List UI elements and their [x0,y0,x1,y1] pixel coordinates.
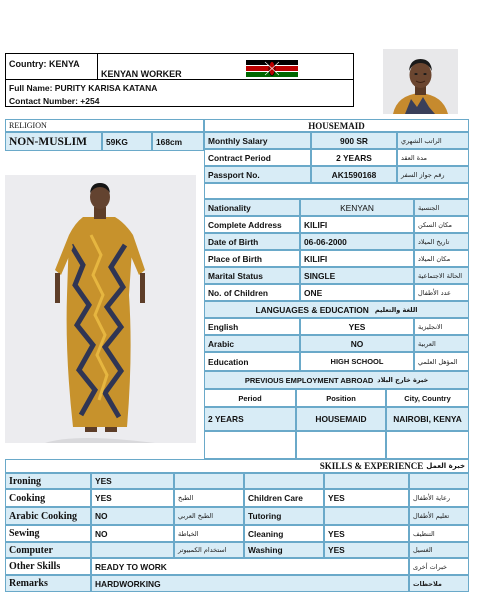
skill-arabic-cooking-label: Arabic Cooking [5,507,91,525]
skill-ironing-ar [174,473,244,489]
employment-empty-3 [386,431,469,459]
nationality-ar: الجنسية [414,199,469,216]
employment-header [204,371,469,389]
header-rule [5,106,354,107]
arabic-value: NO [300,335,414,352]
employment-title-ar: خبرة خارج البلاد [377,376,429,384]
skill-tutoring-label: Tutoring [244,507,324,525]
skill-row0-right-ar [409,473,469,489]
skill-washing-value: YES [324,542,409,558]
remarks-ar: ملاحظات [409,575,469,592]
skill-cooking-label: Cooking [5,489,91,507]
skill-computer-label: Computer [5,542,91,558]
kenya-flag-icon [246,60,298,77]
skill-ironing-label: Ironing [5,473,91,489]
employment-col-position: Position [296,389,386,407]
worker-type: KENYAN WORKER [101,69,182,79]
skill-childcare-ar: رعاية الأطفال [409,489,469,507]
other-skills-ar: خبرات أخرى [409,558,469,575]
salary-value: 900 SR [311,132,397,149]
address-value: KILIFI [300,216,414,233]
skill-childcare-label: Children Care [244,489,324,507]
nationality-value: KENYAN [300,199,414,216]
skills-header [5,459,469,473]
skill-row0-right-label [244,473,324,489]
lang-edu-title: LANGUAGES & EDUCATION [255,304,369,315]
skill-computer-value [91,542,174,558]
marital-ar: الحالة الاجتماعية [414,267,469,284]
header-divider [5,79,354,80]
skill-computer-ar: استخدام الكمبيوتر [174,542,244,558]
employment-title: PREVIOUS EMPLOYMENT ABROAD [244,375,374,385]
pob-label: Place of Birth [204,250,300,267]
employment-col-city: City, Country [386,389,469,407]
other-skills-value: READY TO WORK [91,558,409,575]
spacer-row [204,183,469,199]
employment-period: 2 YEARS [204,407,296,431]
skill-ironing-value: YES [91,473,174,489]
skill-washing-label: Washing [244,542,324,558]
skill-cooking-ar: الطبخ [174,489,244,507]
passport-value: AK1590168 [311,166,397,183]
country-label: Country: KENYA [9,59,80,69]
skill-washing-ar: الغسيل [409,542,469,558]
salary-label: Monthly Salary [204,132,311,149]
skill-cooking-value: YES [91,489,174,507]
skill-arabic-cooking-value: NO [91,507,174,525]
employment-col-period: Period [204,389,296,407]
lang-edu-header [204,301,469,318]
education-label: Education [204,352,300,371]
contract-value: 2 YEARS [311,149,397,166]
full-name: Full Name: PURITY KARISA KATANA [9,83,158,93]
lang-edu-title-ar: اللغة والتعليم [374,305,418,314]
employment-position: HOUSEMAID [296,407,386,431]
arabic-ar: العربية [414,335,469,352]
employment-city: NAIROBI, KENYA [386,407,469,431]
children-value: ONE [300,284,414,301]
skill-sewing-ar: الخياطة [174,525,244,542]
skill-tutoring-ar: تعليم الأطفال [409,507,469,525]
header-vdivider [97,53,98,80]
remarks-label: Remarks [5,575,91,592]
skill-childcare-value: YES [324,489,409,507]
skill-sewing-value: NO [91,525,174,542]
passport-ar: رقم جواز السفر [397,166,469,183]
height-value: 168cm [152,132,204,151]
marital-label: Marital Status [204,267,300,284]
arabic-label: Arabic [204,335,300,352]
dob-value: 06-06-2000 [300,233,414,250]
address-ar: مكان السكن [414,216,469,233]
english-value: YES [300,318,414,335]
nationality-label: Nationality [204,199,300,216]
skill-tutoring-value [324,507,409,525]
address-label: Complete Address [204,216,300,233]
skill-sewing-label: Sewing [5,525,91,542]
remarks-value: HARDWORKING [91,575,409,592]
english-ar: الانجليزية [414,318,469,335]
skills-title: SKILLS & EXPERIENCE [319,461,424,471]
position-title: HOUSEMAID [204,119,469,132]
children-label: No. of Children [204,284,300,301]
employment-empty-1 [204,431,296,459]
contract-label: Contract Period [204,149,311,166]
other-skills-label: Other Skills [5,558,91,575]
education-value: HIGH SCHOOL [300,352,414,371]
portrait-photo [383,49,458,114]
religion-value: NON-MUSLIM [5,132,102,151]
pob-value: KILIFI [300,250,414,267]
dob-label: Date of Birth [204,233,300,250]
skill-cleaning-label: Cleaning [244,525,324,542]
english-label: English [204,318,300,335]
weight-value: 59KG [102,132,152,151]
passport-label: Passport No. [204,166,311,183]
salary-ar: الراتب الشهري [397,132,469,149]
contract-ar: مدة العقد [397,149,469,166]
skill-row0-right-value [324,473,409,489]
education-ar: المؤهل العلمي [414,352,469,371]
children-ar: عدد الأطفال [414,284,469,301]
religion-label: RELIGION [5,119,204,132]
employment-empty-2 [296,431,386,459]
full-body-photo [5,175,196,443]
skill-arabic-cooking-ar: الطبخ العربي [174,507,244,525]
pob-ar: مكان الميلاد [414,250,469,267]
skills-title-ar: خبرة العمل [426,462,465,470]
dob-ar: تاريخ الميلاد [414,233,469,250]
skill-cleaning-ar: التنظيف [409,525,469,542]
marital-value: SINGLE [300,267,414,284]
contact-number: Contact Number: +254 [9,96,100,106]
skill-cleaning-value: YES [324,525,409,542]
